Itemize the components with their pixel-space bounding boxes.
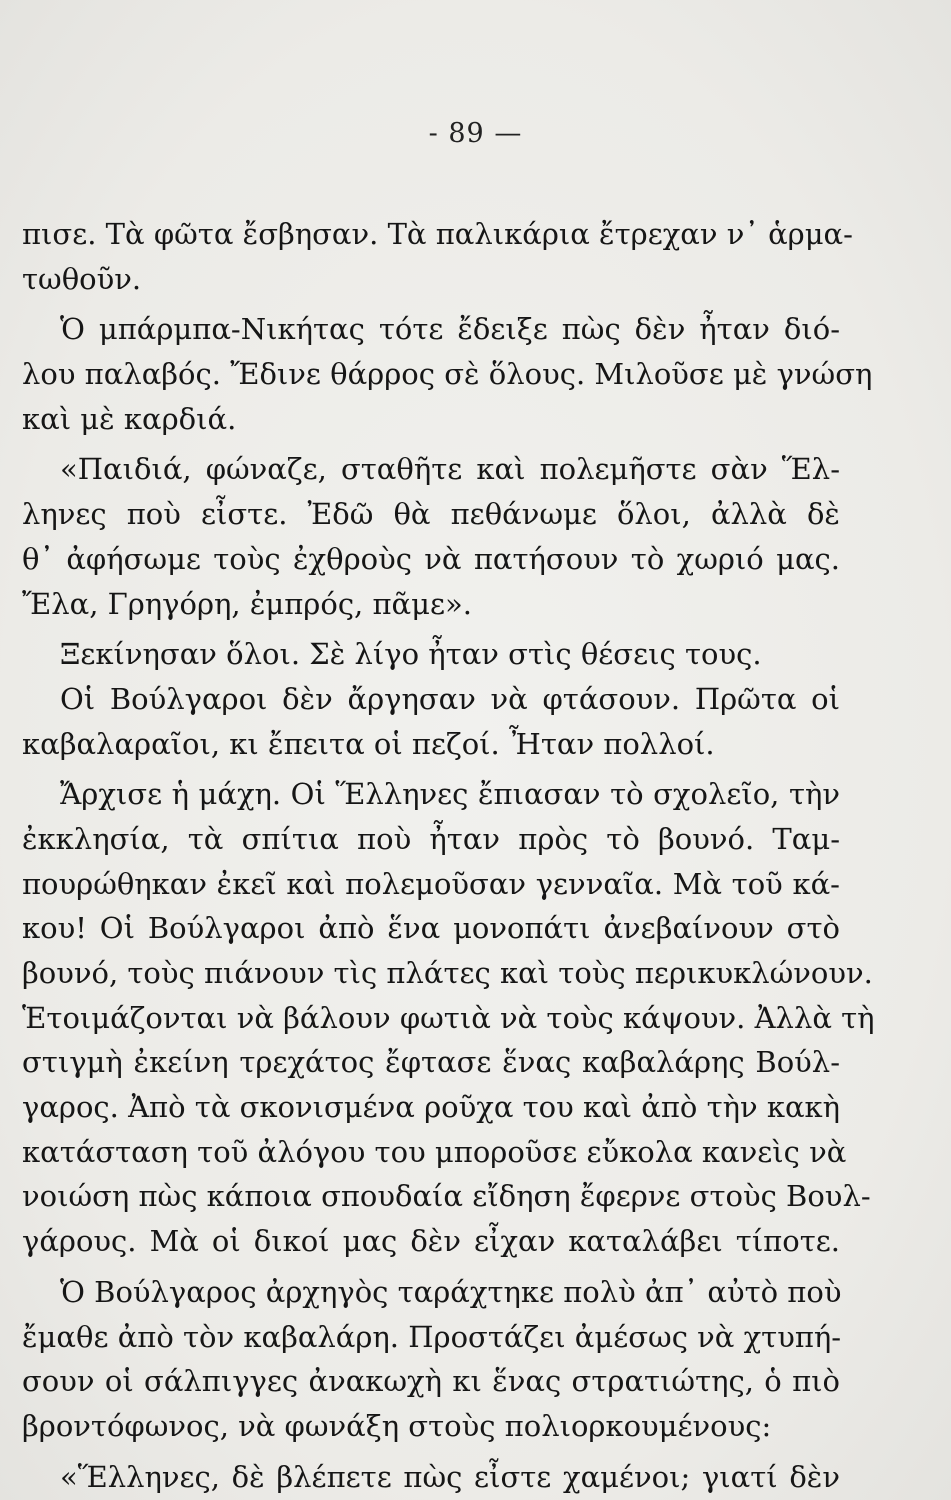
page-number: - 89 — <box>428 118 523 149</box>
text-line-13: Ἄρχισε ἡ μάχη. Οἱ Ἕλληνες ἔπιασαν τὸ σχολεῖο, τὴν <box>60 777 840 812</box>
text-line-14: ἐκκλησία, τὰ σπίτια ποὺ ἦταν πρὸς τὸ βουνό. Ταμ- <box>22 821 840 856</box>
text-line-20: γαρος. Ἀπὸ τὰ σκονισμένα ροῦχα του καὶ ἀπὸ τὴν κακὴ <box>22 1090 841 1125</box>
text-line-21: κατάσταση τοῦ ἀλόγου του μποροῦσε εὔκολα κανεὶς νὰ <box>22 1134 847 1169</box>
text-line-6: «Παιδιά, φώναζε, σταθῆτε καὶ πολεμῆστε σὰν Ἕλ- <box>60 452 840 487</box>
text-line-22: νοιώση πὼς κάποια σπουδαία εἴδηση ἔφερνε στοὺς Βουλ- <box>22 1179 871 1214</box>
text-line-12: καβαλαραῖοι, κι ἔπειτα οἱ πεζοί. Ἦταν πολλοί. <box>22 726 715 761</box>
body-text <box>22 212 875 1499</box>
text-line-25: ἔμαθε ἀπὸ τὸν καβαλάρη. Προστάζει ἀμέσως νὰ χτυπή- <box>22 1319 842 1354</box>
text-line-15: πουρώθηκαν ἐκεῖ καὶ πολεμοῦσαν γενναῖα. Μὰ τοῦ κά- <box>22 866 840 901</box>
text-line-5: καὶ μὲ καρδιά. <box>22 401 237 436</box>
text-line-27: βροντόφωνος, νὰ φωνάξη στοὺς πολιορκουμένους: <box>22 1408 772 1443</box>
text-line-16: κου! Οἱ Βούλγαροι ἀπὸ ἕνα μονοπάτι ἀνεβαίνουν στὸ <box>22 911 840 946</box>
text-line-18: Ἑτοιμάζονται νὰ βάλουν φωτιὰ νὰ τοὺς κάψουν. Ἀλλὰ τὴ <box>22 1000 875 1035</box>
text-line-1: πισε. Τὰ φῶτα ἔσβησαν. Τὰ παλικάρια ἔτρεχαν ν᾿ ἁρμα- <box>22 217 853 251</box>
text-line-11: Οἱ Βούλγαροι δὲν ἄργησαν νὰ φτάσουν. Πρῶτα οἱ <box>60 681 840 716</box>
text-line-23: γάρους. Μὰ οἱ δικοί μας δὲν εἶχαν καταλάβει τίποτε. <box>22 1224 840 1259</box>
text-line-24: Ὁ Βούλγαρος ἀρχηγὸς ταράχτηκε πολὺ ἀπ᾿ αὐτὸ ποὺ <box>60 1274 842 1309</box>
text-line-7: ληνες ποὺ εἶστε. Ἐδῶ θὰ πεθάνωμε ὅλοι, ἀλλὰ δὲ <box>22 497 840 532</box>
text-line-28: «Ἕλληνες, δὲ βλέπετε πὼς εἶστε χαμένοι; γιατί δὲν <box>60 1459 840 1494</box>
text-line-4: λου παλαβός. Ἔδινε θάρρος σὲ ὅλους. Μιλοῦσε μὲ γνώση <box>22 357 873 392</box>
text-line-26: σουν οἱ σάλπιγγες ἀνακωχὴ κι ἕνας στρατιώτης, ὁ πιὸ <box>22 1364 840 1399</box>
text-line-3: Ὁ μπάρμπα-Νικήτας τότε ἔδειξε πὼς δὲν ἦταν διό- <box>60 312 840 347</box>
text-line-8: θ᾿ ἀφήσωμε τοὺς ἐχθροὺς νὰ πατήσουν τὸ χωριό μας. <box>22 541 840 576</box>
text-line-17: βουνό, τοὺς πιάνουν τὶς πλάτες καὶ τοὺς περικυκλώνουν. <box>22 956 873 990</box>
text-line-19: στιγμὴ ἐκείνη τρεχάτος ἔφτασε ἕνας καβαλάρης Βούλ- <box>22 1045 840 1080</box>
text-line-10: Ξεκίνησαν ὅλοι. Σὲ λίγο ἦταν στὶς θέσεις τους. <box>60 637 762 672</box>
text-line-2: τωθοῦν. <box>22 261 142 296</box>
text-line-9: Ἔλα, Γρηγόρη, ἐμπρός, πᾶμε». <box>22 586 472 621</box>
